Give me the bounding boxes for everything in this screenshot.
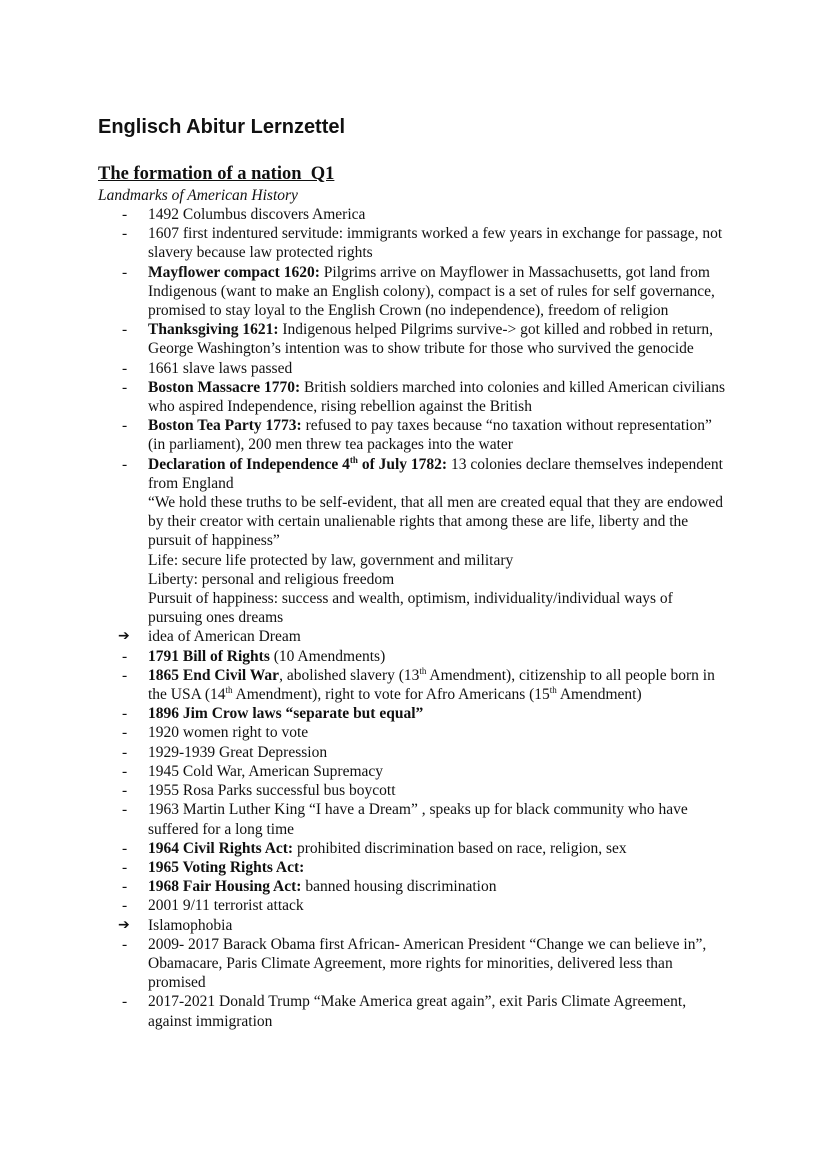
text: 1945 Cold War, American Supremacy: [148, 762, 384, 780]
list-item: [98, 781, 728, 800]
dash-bullet-icon: -: [122, 897, 128, 915]
list-item: [98, 455, 728, 493]
dash-bullet-icon: -: [122, 705, 128, 723]
text: 2009- 2017 Barack Obama first African- American President “Change we can believe in”, Obamacare, Paris Climate Agreement, more rights for minorities, delivered less than promised: [148, 935, 707, 992]
bold-text: of July 1782:: [357, 455, 448, 473]
list-item: [98, 877, 728, 896]
bold-text: Boston Tea Party 1773:: [148, 417, 302, 435]
list-item: [98, 416, 728, 454]
text: th: [549, 685, 557, 696]
text: prohibited discrimination based on race, religion, sex: [293, 839, 627, 857]
list-item: [98, 935, 728, 993]
dash-bullet-icon: -: [122, 263, 128, 281]
list-item: [98, 205, 728, 224]
list-item: [98, 992, 728, 1030]
text: 1920 women right to vote: [148, 724, 309, 742]
list-item: [98, 916, 728, 935]
dash-bullet-icon: -: [122, 225, 128, 243]
timeline-list: [98, 205, 728, 1031]
list-item: [98, 263, 728, 321]
text: Amendment), right to vote for Afro Americans (15: [232, 686, 550, 704]
bold-text: Mayflower compact 1620:: [148, 263, 320, 281]
text: idea of American Dream: [148, 628, 301, 646]
dash-bullet-icon: -: [122, 666, 128, 684]
list-continuation: [98, 551, 728, 570]
text: refused to pay taxes because “no taxation without representation” (in parliament), 200 men threw tea packages into the water: [148, 417, 712, 454]
dash-bullet-icon: -: [122, 455, 128, 473]
bold-text: Thanksgiving 1621:: [148, 321, 279, 339]
list-item: [98, 359, 728, 378]
dash-bullet-icon: -: [122, 743, 128, 761]
dash-bullet-icon: -: [122, 878, 128, 896]
list-item: [98, 378, 728, 416]
dash-bullet-icon: -: [122, 647, 128, 665]
section-heading: The formation of a nation Q1: [98, 164, 335, 184]
list-continuation: [98, 589, 728, 627]
list-item: [98, 800, 728, 838]
bold-text: 1965 Voting Rights Act:: [148, 858, 305, 876]
list-item: [98, 743, 728, 762]
text: Life: secure life protected by law, government and military: [148, 551, 514, 569]
arrow-bullet-icon: ➔: [118, 916, 130, 933]
text: , abolished slavery (13: [279, 666, 420, 684]
list-item: [98, 858, 728, 877]
section-subheading: Landmarks of American History: [98, 187, 298, 204]
text: 1955 Rosa Parks successful bus boycott: [148, 782, 396, 800]
dash-bullet-icon: -: [122, 782, 128, 800]
text: 1607 first indentured servitude: immigrants worked a few years in exchange for passage, not slavery because law protected rights: [148, 225, 723, 262]
document-title: Englisch Abitur Lernzettel: [98, 116, 346, 138]
list-item: [98, 224, 728, 262]
list-item: [98, 320, 728, 358]
dash-bullet-icon: -: [122, 378, 128, 396]
list-item: [98, 666, 728, 704]
text: 1963 Martin Luther King “I have a Dream” , speaks up for black community who have suffered for a long time: [148, 801, 688, 838]
dash-bullet-icon: -: [122, 839, 128, 857]
list-item: [98, 627, 728, 646]
list-item: [98, 839, 728, 858]
list-item: [98, 896, 728, 915]
list-item: [98, 647, 728, 666]
dash-bullet-icon: -: [122, 801, 128, 819]
text: 2001 9/11 terrorist attack: [148, 897, 304, 915]
bold-text: 1865 End Civil War: [148, 666, 280, 684]
text: Pilgrims arrive on Mayflower in Massachusetts, got land from Indigenous (want to make an English colony), compact is a set of rules for self governance, promised to stay loyal to the English Crown (no independence), freedom of religion: [148, 263, 715, 320]
dash-bullet-icon: -: [122, 724, 128, 742]
text: banned housing discrimination: [301, 878, 497, 896]
text: (10 Amendments): [269, 647, 386, 665]
text: British soldiers marched into colonies and killed American civilians who aspired Independence, rising rebellion against the British: [148, 378, 725, 416]
dash-bullet-icon: -: [122, 359, 128, 377]
bold-text: Declaration of Independence 4: [148, 455, 350, 473]
text: th: [419, 665, 427, 676]
text: Pursuit of happiness: success and wealth, optimism, individuality/individual ways of pursuing ones dreams: [148, 590, 673, 627]
dash-bullet-icon: -: [122, 858, 128, 876]
text: th: [225, 685, 233, 696]
text: 2017-2021 Donald Trump “Make America great again”, exit Paris Climate Agreement, against immigration: [148, 993, 687, 1030]
text: Amendment), citizenship to all people born in the USA (14: [148, 666, 715, 704]
text: 1929-1939 Great Depression: [148, 743, 328, 761]
text: Amendment): [556, 686, 642, 704]
text: Indigenous helped Pilgrims survive-> got killed and robbed in return, George Washington’s intention was to show tribute for those who survived the genocide: [148, 321, 713, 358]
bold-text: 1968 Fair Housing Act:: [148, 878, 302, 896]
text: Islamophobia: [148, 916, 233, 934]
text: “We hold these truths to be self-evident, that all men are created equal that they are endowed by their creator with certain unalienable rights that among these are life, liberty and the pursuit of happiness”: [148, 494, 724, 550]
list-item: [98, 704, 728, 723]
bold-text: th: [349, 454, 358, 465]
dash-bullet-icon: -: [122, 762, 128, 780]
dash-bullet-icon: -: [122, 321, 128, 339]
bold-text: Boston Massacre 1770:: [148, 378, 301, 396]
list-item: [98, 762, 728, 781]
arrow-bullet-icon: ➔: [118, 628, 130, 645]
list-item: [98, 723, 728, 742]
list-continuation: [98, 493, 728, 551]
text: 13 colonies declare themselves independent from England: [148, 455, 723, 492]
list-continuation: [98, 570, 728, 589]
text: Liberty: personal and religious freedom: [148, 570, 395, 588]
dash-bullet-icon: -: [122, 206, 128, 223]
dash-bullet-icon: -: [122, 935, 128, 953]
bold-text: 1964 Civil Rights Act:: [148, 839, 294, 857]
text: 1661 slave laws passed: [148, 359, 293, 377]
bold-text: 1791 Bill of Rights: [148, 647, 270, 665]
dash-bullet-icon: -: [122, 417, 128, 435]
text: 1492 Columbus discovers America: [148, 206, 366, 223]
bold-text: 1896 Jim Crow laws “separate but equal”: [148, 705, 424, 723]
dash-bullet-icon: -: [122, 993, 128, 1011]
